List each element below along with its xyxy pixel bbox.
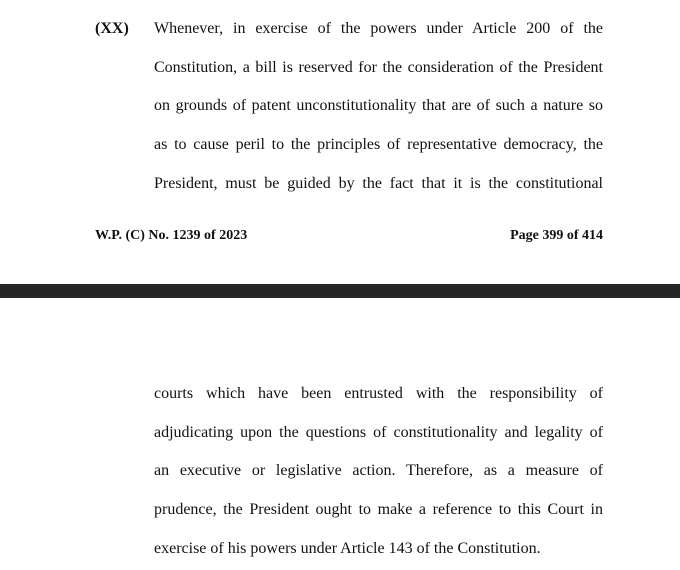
body-text-line: prudence, the President ought to make a reference to this Court in [154, 501, 603, 518]
page-divider [0, 284, 680, 298]
body-text-line: adjudicating upon the questions of constitutionality and legality of [154, 424, 603, 441]
case-number-footer: W.P. (C) No. 1239 of 2023 [95, 228, 248, 243]
body-text-line: exercise of his powers under Article 143 of the Constitution. [154, 540, 541, 557]
body-text-line: President, must be guided by the fact that it is the constitutional [154, 175, 603, 192]
body-text-line: Constitution, a bill is reserved for the consideration of the President [154, 59, 603, 76]
body-text-line: as to cause peril to the principles of representative democracy, the [154, 136, 603, 153]
body-text-line: on grounds of patent unconstitutionality that are of such a nature so [154, 97, 603, 114]
document-page-399 [0, 0, 680, 284]
page-number-footer: Page 399 of 414 [510, 228, 603, 243]
document-page-400 [0, 298, 680, 570]
body-text-line: courts which have been entrusted with the responsibility of [154, 385, 603, 402]
paragraph-marker: (XX) [95, 20, 129, 37]
body-text-line: an executive or legislative action. Therefore, as a measure of [154, 462, 603, 479]
body-text-line: Whenever, in exercise of the powers under Article 200 of the [154, 20, 603, 37]
